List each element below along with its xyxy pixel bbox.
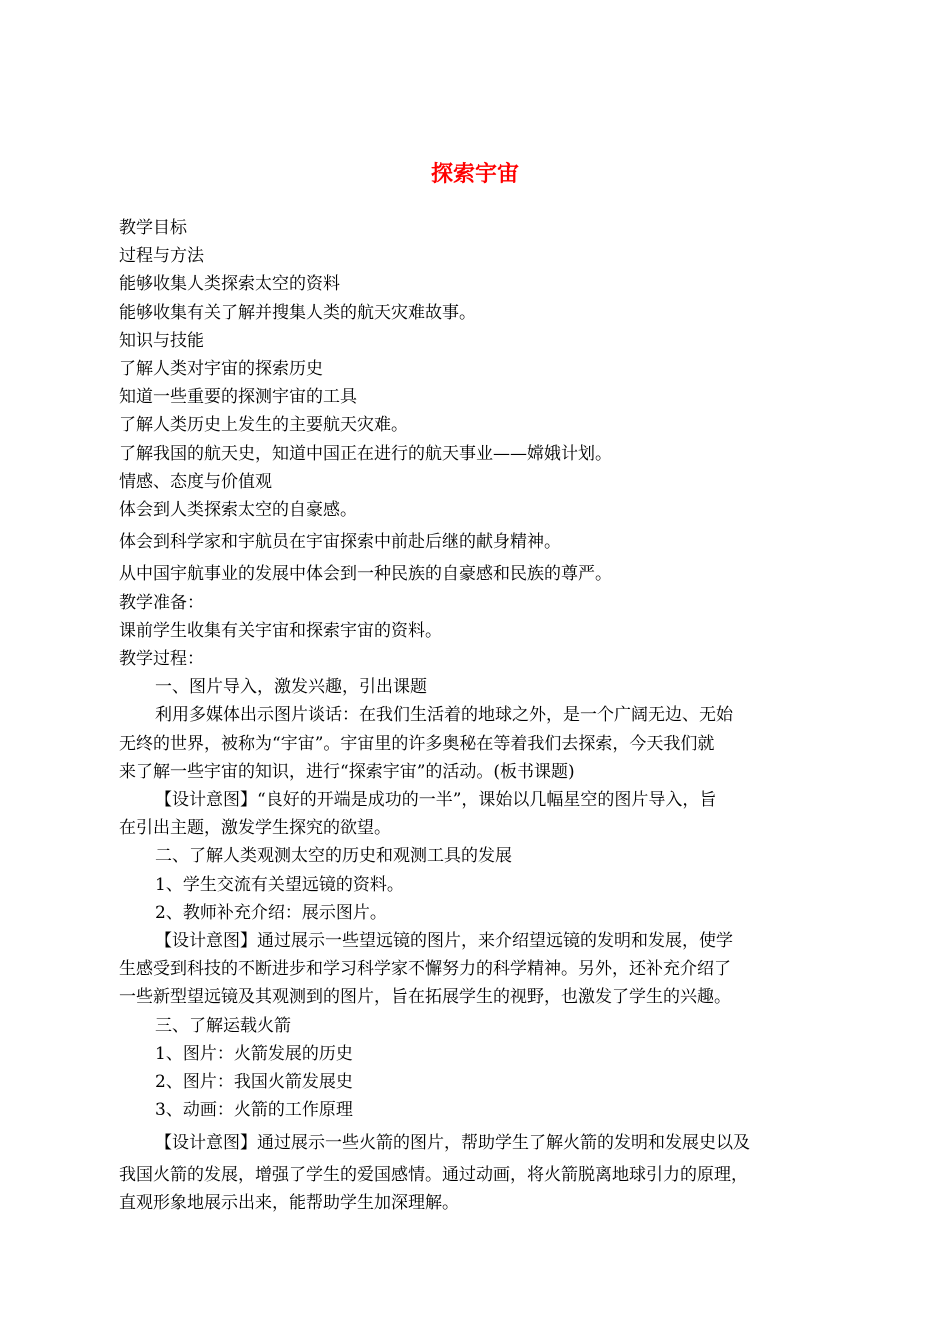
text-line: 能够收集人类探索太空的资料 — [119, 274, 340, 295]
text-line: 【设计意图】“良好的开端是成功的一半”，课始以几幅星空的图片导入，旨 — [155, 790, 717, 811]
list-item: 2、图片：我国火箭发展史 — [155, 1072, 353, 1093]
list-item: 3、动画：火箭的工作原理 — [155, 1100, 353, 1121]
text-line: 在引出主题，激发学生探究的欲望。 — [119, 818, 391, 839]
text-line: 我国火箭的发展，增强了学生的爱国感情。通过动画，将火箭脱离地球引力的原理， — [119, 1164, 748, 1185]
text-line: 【设计意图】通过展示一些火箭的图片，帮助学生了解火箭的发明和发展史以及 — [155, 1132, 750, 1153]
text-line: 了解人类历史上发生的主要航天灾难。 — [119, 415, 408, 436]
text-line: 教学过程： — [119, 649, 204, 670]
document-body — [119, 214, 839, 1217]
text-line: 情感、态度与价值观 — [119, 471, 272, 492]
section-heading: 三、了解运载火箭 — [155, 1015, 291, 1036]
section-heading: 一、图片导入，激发兴趣，引出课题 — [155, 677, 427, 698]
text-line: 体会到科学家和宇航员在宇宙探索中前赴后继的献身精神。 — [119, 532, 561, 553]
text-line: 了解人类对宇宙的探索历史 — [119, 359, 323, 380]
text-line: 生感受到科技的不断进步和学习科学家不懈努力的科学精神。另外，还补充介绍了 — [119, 959, 731, 980]
text-line: 知识与技能 — [119, 330, 204, 351]
document-title: 探索宇宙 — [430, 161, 519, 187]
text-line: 知道一些重要的探测宇宙的工具 — [119, 387, 357, 408]
text-line: 过程与方法 — [119, 246, 204, 267]
text-line: 从中国宇航事业的发展中体会到一种民族的自豪感和民族的尊严。 — [119, 564, 612, 585]
text-line: 直观形象地展示出来，能帮助学生加深理解。 — [119, 1192, 459, 1213]
text-line: 无终的世界，被称为“宇宙”。宇宙里的许多奥秘在等着我们去探索，今天我们就 — [119, 733, 715, 754]
list-item: 2、教师补充介绍：展示图片。 — [155, 902, 387, 923]
section-heading: 二、了解人类观测太空的历史和观测工具的发展 — [155, 846, 512, 867]
text-line: 了解我国的航天史，知道中国正在进行的航天事业——嫦娥计划。 — [119, 443, 612, 464]
text-line: 【设计意图】通过展示一些望远镜的图片，来介绍望远镜的发明和发展，使学 — [155, 931, 733, 952]
text-line: 来了解一些宇宙的知识，进行“探索宇宙”的活动。(板书课题) — [119, 761, 575, 782]
text-line: 体会到人类探索太空的自豪感。 — [119, 500, 357, 521]
text-line: 教学准备： — [119, 592, 204, 613]
list-item: 1、图片：火箭发展的历史 — [155, 1043, 353, 1064]
list-item: 1、学生交流有关望远镜的资料。 — [155, 874, 404, 895]
text-line: 能够收集有关了解并搜集人类的航天灾难故事。 — [119, 302, 476, 323]
text-line: 一些新型望远镜及其观测到的图片，旨在拓展学生的视野，也激发了学生的兴趣。 — [119, 987, 731, 1008]
text-line: 课前学生收集有关宇宙和探索宇宙的资料。 — [119, 620, 442, 641]
text-line: 教学目标 — [119, 218, 187, 238]
text-line: 利用多媒体出示图片谈话：在我们生活着的地球之外，是一个广阔无边、无始 — [155, 705, 733, 726]
